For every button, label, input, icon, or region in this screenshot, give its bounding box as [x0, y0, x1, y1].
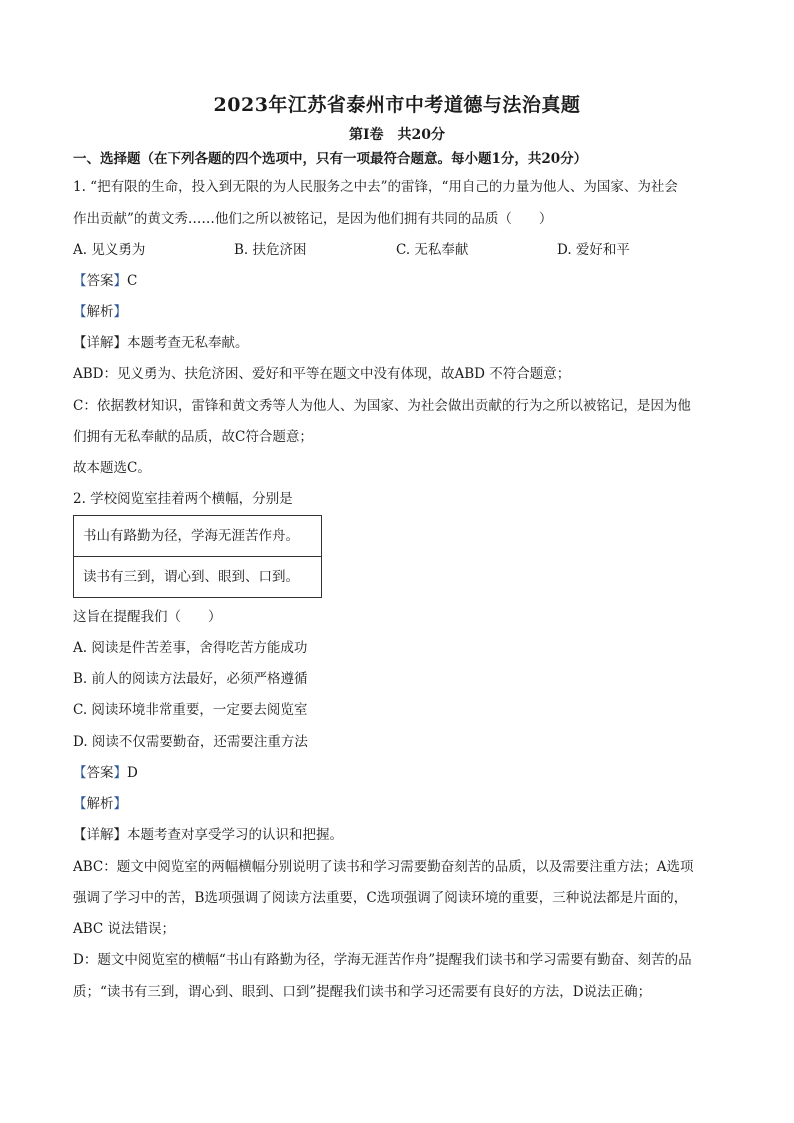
q1-explanation-2: C：依据教材知识，雷锋和黄文秀等人为他人、为国家、为社会做出贡献的行为之所以被铭记，是因为他	[73, 398, 691, 414]
q1-stem-line1: 1. “把有限的生命，投入到无限的为人民服务之中去”的雷锋，“用自己的力量为他人、为国家、为社会	[73, 179, 678, 195]
q1-answer	[73, 271, 137, 291]
q1-option-b: B. 扶危济困	[234, 242, 307, 258]
answer-label: 答案	[86, 765, 114, 781]
q2-answer	[73, 763, 138, 783]
answer-bracket-open: 【	[73, 765, 87, 781]
q2-option-a: A. 阅读是件苦差事，舍得吃苦方能成功	[73, 640, 308, 656]
answer-value: D	[127, 765, 138, 781]
q1-option-d: D. 爱好和平	[557, 242, 630, 258]
page-title: 2023年江苏省泰州市中考道德与法治真题	[213, 94, 581, 116]
q2-option-c: C. 阅读环境非常重要，一定要去阅览室	[73, 702, 308, 718]
q1-stem-line2: 作出贡献”的黄文秀……他们之所以被铭记，是因为他们拥有共同的品质（ ）	[73, 211, 553, 227]
section-heading: 一、选择题（在下列各题的四个选项中，只有一项最符合题意。每小题1分，共20分）	[73, 151, 588, 167]
q1-option-c: C. 无私奉献	[396, 242, 469, 258]
banner-row-2: 读书有三到，谓心到、眼到、口到。	[83, 569, 299, 585]
analysis-label: 解析	[86, 796, 114, 812]
analysis-bracket-open: 【	[73, 304, 87, 320]
page-subtitle: 第Ⅰ卷 共20分	[348, 127, 446, 143]
q2-option-d: D. 阅读不仅需要勤奋，还需要注重方法	[73, 734, 308, 750]
q2-explanation-3: ABC 说法错误；	[73, 921, 176, 937]
q1-explanation-3: 们拥有无私奉献的品质，故C符合题意；	[73, 429, 313, 445]
q1-detail: 【详解】本题考查无私奉献。	[73, 335, 249, 351]
banner-row-1: 书山有路勤为径，学海无涯苦作舟。	[74, 516, 321, 557]
q2-explanation-1: ABC：题文中阅览室的两幅横幅分别说明了读书和学习需要勤奋刻苦的品质，以及需要注重方法；A选项	[73, 859, 694, 875]
banner-table	[73, 515, 322, 598]
answer-bracket-open: 【	[73, 273, 87, 289]
q2-question: 这旨在提醒我们（ ）	[73, 609, 222, 625]
q2-explanation-4: D：题文中阅览室的横幅“书山有路勤为径，学海无涯苦作舟”提醒我们读书和学习需要有勤奋、刻苦的品	[73, 952, 692, 968]
q2-analysis	[73, 794, 127, 814]
analysis-bracket-open: 【	[73, 796, 87, 812]
q2-stem: 2. 学校阅览室挂着两个横幅，分别是	[73, 491, 293, 507]
q2-detail: 【详解】本题考查对享受学习的认识和把握。	[73, 827, 343, 843]
analysis-bracket-close: 】	[113, 796, 127, 812]
q1-option-a: A. 见义勇为	[73, 242, 146, 258]
answer-label: 答案	[86, 273, 114, 289]
answer-value: C	[127, 273, 138, 289]
answer-bracket-close: 】	[113, 765, 127, 781]
analysis-label: 解析	[86, 304, 114, 320]
answer-bracket-close: 】	[113, 273, 127, 289]
q2-option-b: B. 前人的阅读方法最好，必须严格遵循	[73, 671, 308, 687]
q2-explanation-5: 质；“读书有三到，谓心到、眼到、口到”提醒我们读书和学习还需要有良好的方法，D说法正确；	[73, 984, 652, 1000]
q1-analysis	[73, 302, 127, 322]
analysis-bracket-close: 】	[113, 304, 127, 320]
q1-explanation-1: ABD：见义勇为、扶危济困、爱好和平等在题文中没有体现，故ABD 不符合题意；	[73, 366, 571, 382]
q2-explanation-2: 强调了学习中的苦，B选项强调了阅读方法重要，C选项强调了阅读环境的重要，三种说法都是片面的，	[73, 890, 688, 906]
q1-conclusion: 故本题选C。	[73, 460, 151, 476]
